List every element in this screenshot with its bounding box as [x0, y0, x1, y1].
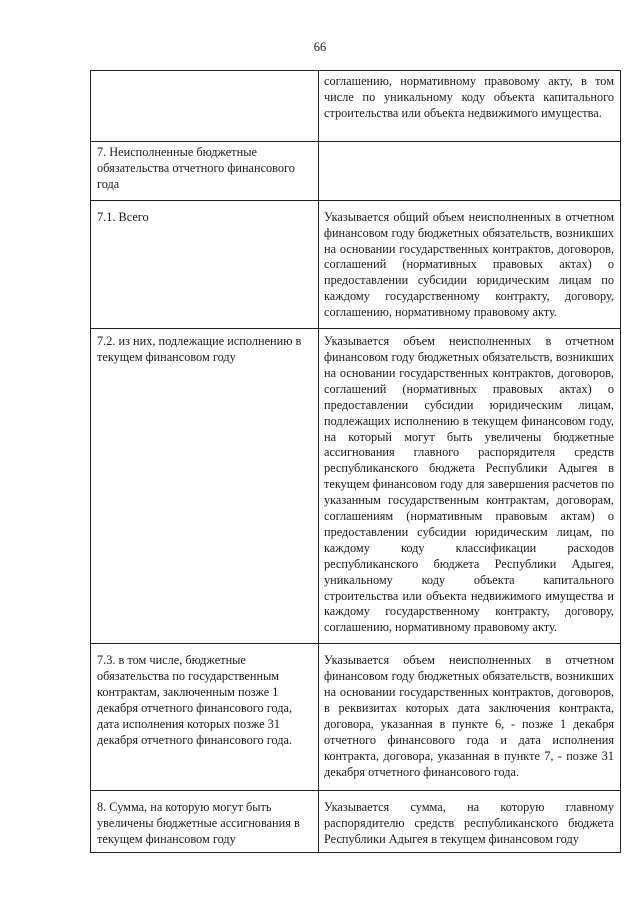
row-description: Указывается общий объем неисполненных в отчетном финансовом году бюджетных обязательств, возникших на основании государственных контрактов, договоров, соглашений (нормативных правовых актах) о предоставлении субсидии юридическим лицам по каждому государственному контракту, договору, соглашению, нормативному правовому акту.	[319, 200, 621, 328]
row-label	[91, 71, 319, 142]
row-label: 7. Неисполненные бюджетные обязательства отчетного финансового года	[91, 142, 319, 201]
table-row	[91, 791, 621, 853]
row-description	[319, 142, 621, 201]
row-label: 7.2. из них, подлежащие исполнению в текущем финансовом году	[91, 329, 319, 644]
row-description: Указывается сумма, на которую главному распорядителю средств республиканского бюджета Республики Адыгея в текущем финансовом году	[319, 791, 621, 853]
row-label: 7.3. в том числе, бюджетные обязательства по государственным контрактам, заключенным позже 1 декабря отчетного финансового года, дата исполнения которых позже 31 декабря отчетного финансового года.	[91, 644, 319, 791]
table-row	[91, 71, 621, 142]
table-row	[91, 329, 621, 644]
table-row	[91, 644, 621, 791]
row-description: соглашению, нормативному правовому акту, в том числе по уникальному коду объекта капитального строительства или объекта недвижимого имущества.	[319, 71, 621, 142]
page-number: 66	[313, 40, 327, 54]
row-label: 8. Сумма, на которую могут быть увеличены бюджетные ассигнования в текущем финансовом году	[91, 791, 319, 853]
instructions-table	[90, 70, 621, 853]
row-description: Указывается объем неисполненных в отчетном финансовом году бюджетных обязательств, возникших на основании государственных контрактов, договоров, соглашений (нормативных правовых актах) о предоставлении субсидии юридическим лицам, подлежащих исполнению в текущем финансовом году, на который могут быть увеличены бюджетные ассигнования главного распорядителя средств республиканского бюджета Республики Адыгея в текущем финансовом году для завершения расчетов по указанным государственным контрактам, договорам, соглашениям (нормативным правовым актам) о предоставлении субсидии юридическим лицам, по каждому коду классификации расходов республиканского бюджета Республики Адыгея, уникальному коду объекта капитального строительства или объекта недвижимого имущества и каждому государственному контракту, договору, соглашению, нормативному правовому акту.	[319, 329, 621, 644]
row-label: 7.1. Всего	[91, 200, 319, 328]
table-row	[91, 200, 621, 328]
table-row	[91, 142, 621, 201]
row-description: Указывается объем неисполненных в отчетном финансовом году бюджетных обязательств, возникших на основании государственных контрактов, договоров, в реквизитах которых дата заключения контракта, договора, указанная в пункте 6, - позже 1 декабря отчетного финансового года и дата исполнения контракта, договора, указанная в пункте 7, - позже 31 декабря отчетного финансового года.	[319, 644, 621, 791]
